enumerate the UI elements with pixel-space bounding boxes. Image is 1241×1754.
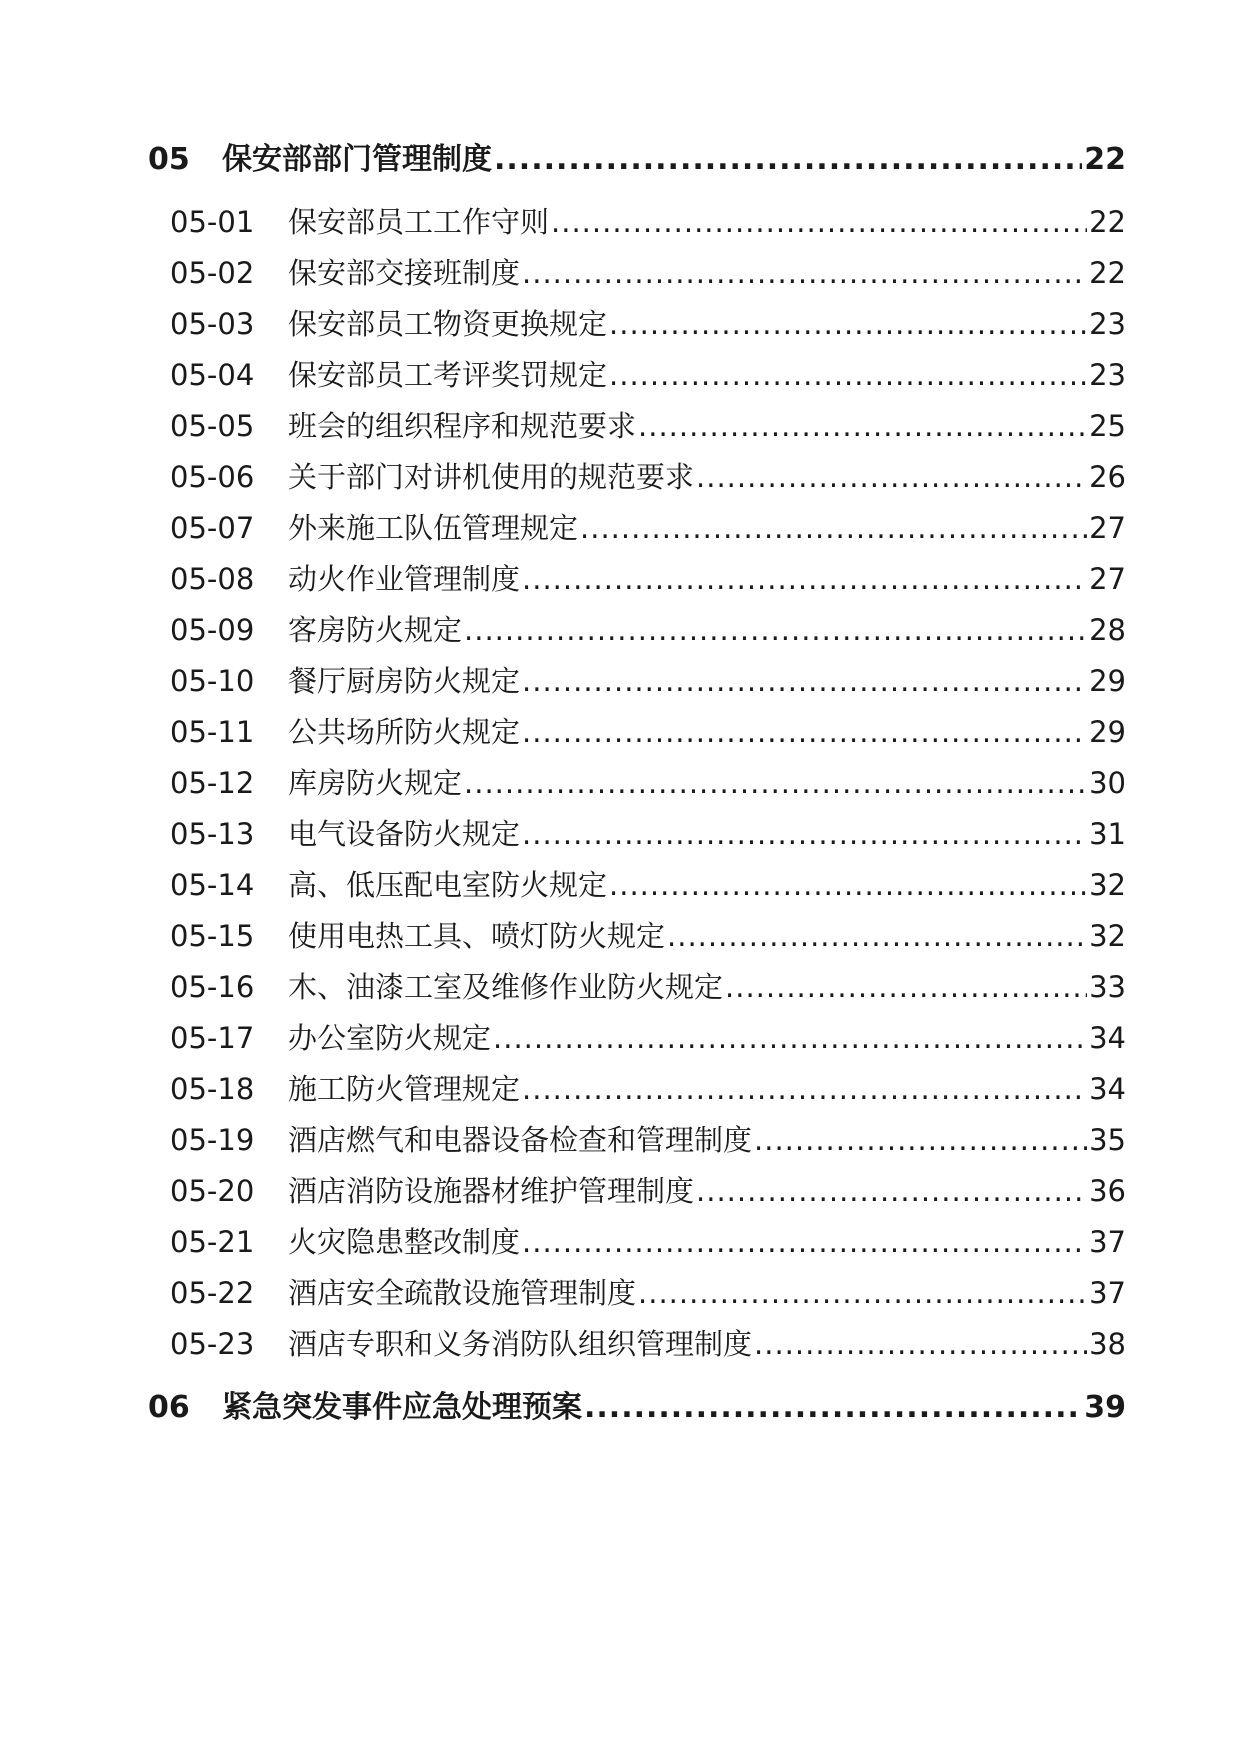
toc-number: 05-19 [170, 1123, 255, 1157]
toc-title: 保安部部门管理制度 [222, 142, 492, 177]
toc-entry[interactable] [170, 659, 1126, 703]
toc-title: 库房防火规定 [288, 766, 463, 800]
toc-page-number: 29 [1089, 664, 1126, 698]
toc-number: 05-16 [170, 970, 255, 1004]
toc-title: 火灾隐患整改制度 [288, 1225, 521, 1259]
toc-entry[interactable] [170, 1322, 1126, 1366]
toc-dot-leader [696, 455, 1087, 499]
toc-entry[interactable] [170, 863, 1126, 907]
toc-number: 05-17 [170, 1021, 255, 1055]
toc-page-number: 27 [1089, 511, 1126, 545]
toc-number: 05-13 [170, 817, 255, 851]
toc-number: 05-01 [170, 205, 255, 239]
toc-dot-leader [494, 138, 1082, 182]
toc-page-number: 36 [1089, 1174, 1126, 1208]
toc-page-number: 29 [1089, 715, 1126, 749]
toc-entry[interactable] [170, 506, 1126, 550]
toc-page-number: 31 [1089, 817, 1126, 851]
toc-page-number: 25 [1089, 409, 1126, 443]
toc-page-number: 23 [1089, 307, 1126, 341]
toc-dot-leader [464, 608, 1087, 652]
toc-title: 关于部门对讲机使用的规范要求 [288, 460, 695, 494]
toc-entry[interactable] [170, 761, 1126, 805]
toc-number: 05-21 [170, 1225, 255, 1259]
toc-title: 木、油漆工室及维修作业防火规定 [288, 970, 724, 1004]
toc-entry[interactable] [170, 914, 1126, 958]
toc-title: 酒店燃气和电器设备检查和管理制度 [288, 1123, 753, 1157]
toc-entry[interactable] [170, 1220, 1126, 1264]
toc-page-number: 26 [1089, 460, 1126, 494]
toc-title: 保安部员工物资更换规定 [288, 307, 608, 341]
toc-title: 客房防火规定 [288, 613, 463, 647]
toc-number: 06 [148, 1390, 190, 1425]
toc-entry[interactable] [170, 1067, 1126, 1111]
toc-entry[interactable] [170, 353, 1126, 397]
toc-page-number: 32 [1089, 919, 1126, 953]
toc-number: 05-20 [170, 1174, 255, 1208]
toc-dot-leader [522, 251, 1087, 295]
toc-entry[interactable] [170, 1016, 1126, 1060]
toc-dot-leader [584, 1386, 1082, 1430]
toc-dot-leader [493, 1016, 1087, 1060]
toc-entry[interactable] [170, 455, 1126, 499]
toc-number: 05-14 [170, 868, 255, 902]
toc-dot-leader [522, 1067, 1087, 1111]
toc-title: 公共场所防火规定 [288, 715, 521, 749]
toc-title: 电气设备防火规定 [288, 817, 521, 851]
toc-page-number: 22 [1084, 142, 1126, 177]
toc-chapter-06[interactable] [148, 1386, 1126, 1430]
toc-page-number: 28 [1089, 613, 1126, 647]
toc-dot-leader [522, 812, 1087, 856]
toc-number: 05 [148, 142, 190, 177]
toc-title: 保安部员工工作守则 [288, 205, 550, 239]
toc-number: 05-15 [170, 919, 255, 953]
toc-number: 05-09 [170, 613, 255, 647]
toc-number: 05-02 [170, 256, 255, 290]
toc-page-number: 35 [1089, 1123, 1126, 1157]
toc-title: 餐厅厨房防火规定 [288, 664, 521, 698]
toc-dot-leader [522, 659, 1087, 703]
toc-page-number: 22 [1089, 205, 1126, 239]
toc-entry[interactable] [170, 404, 1126, 448]
toc-entry[interactable] [170, 1118, 1126, 1162]
toc-number: 05-12 [170, 766, 255, 800]
toc-number: 05-05 [170, 409, 255, 443]
toc-entry[interactable] [170, 1169, 1126, 1213]
toc-title: 酒店消防设施器材维护管理制度 [288, 1174, 695, 1208]
toc-number: 05-03 [170, 307, 255, 341]
toc-page-number: 33 [1089, 970, 1126, 1004]
toc-number: 05-04 [170, 358, 255, 392]
toc-page-number: 30 [1089, 766, 1126, 800]
toc-title: 外来施工队伍管理规定 [288, 511, 579, 545]
toc-title: 动火作业管理制度 [288, 562, 521, 596]
toc-page-number: 37 [1089, 1276, 1126, 1310]
toc-page-number: 22 [1089, 256, 1126, 290]
toc-dot-leader [696, 1169, 1087, 1213]
toc-page-number: 34 [1089, 1072, 1126, 1106]
toc-page-number: 27 [1089, 562, 1126, 596]
toc-title: 高、低压配电室防火规定 [288, 868, 608, 902]
toc-entry[interactable] [170, 608, 1126, 652]
toc-number: 05-06 [170, 460, 255, 494]
toc-dot-leader [638, 404, 1087, 448]
toc-title: 保安部交接班制度 [288, 256, 521, 290]
toc-number: 05-22 [170, 1276, 255, 1310]
toc-dot-leader [754, 1322, 1087, 1366]
toc-entry[interactable] [170, 710, 1126, 754]
toc-title: 酒店专职和义务消防队组织管理制度 [288, 1327, 753, 1361]
toc-number: 05-23 [170, 1327, 255, 1361]
toc-dot-leader [725, 965, 1087, 1009]
toc-page-number: 38 [1089, 1327, 1126, 1361]
toc-dot-leader [522, 557, 1087, 601]
toc-number: 05-18 [170, 1072, 255, 1106]
toc-page-number: 34 [1089, 1021, 1126, 1055]
toc-page-number: 39 [1084, 1390, 1126, 1425]
toc-dot-leader [609, 353, 1087, 397]
toc-title: 办公室防火规定 [288, 1021, 492, 1055]
toc-dot-leader [522, 710, 1087, 754]
toc-dot-leader [638, 1271, 1087, 1315]
toc-entry[interactable] [170, 251, 1126, 295]
toc-entry[interactable] [170, 200, 1126, 244]
toc-dot-leader [522, 1220, 1087, 1264]
toc-dot-leader [667, 914, 1087, 958]
toc-title: 紧急突发事件应急处理预案 [222, 1390, 582, 1425]
toc-dot-leader [551, 200, 1087, 244]
toc-dot-leader [580, 506, 1087, 550]
toc-entry[interactable] [170, 1271, 1126, 1315]
toc-entry[interactable] [170, 812, 1126, 856]
toc-entry[interactable] [170, 557, 1126, 601]
toc-number: 05-11 [170, 715, 255, 749]
toc-page-number: 37 [1089, 1225, 1126, 1259]
toc-title: 班会的组织程序和规范要求 [288, 409, 637, 443]
toc-entry[interactable] [170, 302, 1126, 346]
toc-dot-leader [464, 761, 1087, 805]
toc-number: 05-08 [170, 562, 255, 596]
toc-chapter-05[interactable] [148, 138, 1126, 182]
toc-dot-leader [754, 1118, 1087, 1162]
toc-title: 使用电热工具、喷灯防火规定 [288, 919, 666, 953]
toc-number: 05-07 [170, 511, 255, 545]
toc-title: 保安部员工考评奖罚规定 [288, 358, 608, 392]
toc-number: 05-10 [170, 664, 255, 698]
toc-page-number: 23 [1089, 358, 1126, 392]
toc-dot-leader [609, 302, 1087, 346]
toc-page-number: 32 [1089, 868, 1126, 902]
toc-title: 酒店安全疏散设施管理制度 [288, 1276, 637, 1310]
toc-entry[interactable] [170, 965, 1126, 1009]
toc-title: 施工防火管理规定 [288, 1072, 521, 1106]
toc-dot-leader [609, 863, 1087, 907]
